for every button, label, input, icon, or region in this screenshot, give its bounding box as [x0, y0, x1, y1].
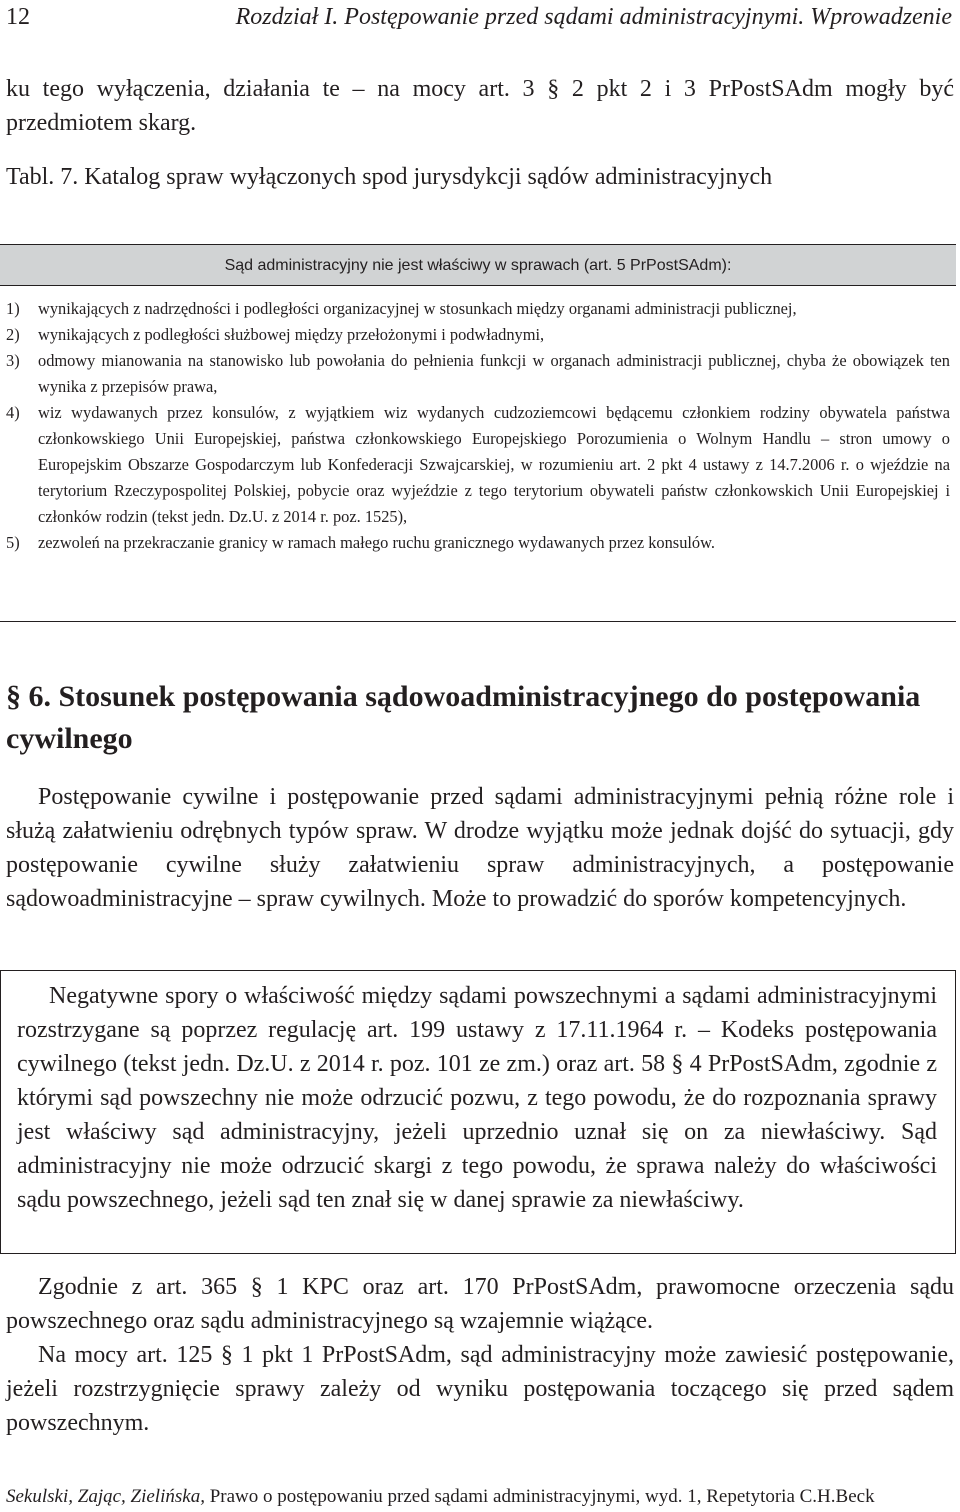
item-number: 1) — [6, 299, 20, 318]
boxed-note — [0, 970, 956, 1254]
list-item — [6, 322, 950, 348]
body-paragraph: Postępowanie cywilne i postępowanie przed sądami administracyjnymi pełnią różne role i służą załatwieniu odrębnych typów spraw. W drodze wyjątku może jednak dojść do sytuacji, gdy postępowanie cywilne służy załatwieniu spraw administracyjnych, a postępowanie sądowoadministracyjne – spraw cywilnych. Może to prowadzić do sporów kompetencyjnych. — [6, 784, 954, 912]
footer-authors: Sekulski, Zając, Zielińska, — [6, 1486, 205, 1507]
table-list — [6, 296, 950, 556]
table-bottom-rule — [0, 621, 956, 622]
item-text: wynikających z nadrzędności i podległości organizacyjnej w stosunkach między organami administracji publicznej, — [38, 299, 797, 318]
closing-paragraph: Na mocy art. 125 § 1 pkt 1 PrPostSAdm, sąd administracyjny może zawiesić postępowanie, jeżeli rozstrzygnięcie sprawy zależy od wyniku postępowania toczącego się przed sądem powszechnym. — [6, 1342, 954, 1436]
closing-text — [6, 1270, 954, 1440]
item-number: 5) — [6, 533, 20, 552]
page-number: 12 — [6, 4, 30, 30]
item-text: wiz wydawanych przez konsulów, z wyjątkiem wiz wydanych cudzoziemcowi będącemu członkiem rodziny obywatela państwa członkowskiego Unii Europejskiej, państwa członkowskiego Europejskiego Porozumienia o Wolnym Handlu – stron umowy o Europejskim Obszarze Gospodarczym lub Konfederacji Szwajcarskiej, w rozumieniu art. 2 pkt 4 ustawy z 14.7.2006 r. o wjeździe na terytorium Rzeczypospolitej Polskiej, pobycie oraz wyjeździe z tego terytorium obywateli państw członkowskich Unii Europejskiej i członków rodzin (tekst jedn. Dz.U. z 2014 r. poz. 1525), — [38, 403, 950, 526]
list-item — [6, 400, 950, 530]
closing-paragraph: Zgodnie z art. 365 § 1 KPC oraz art. 170 PrPostSAdm, prawomocne orzeczenia sądu powszechnego oraz sądu administracyjnego są wzajemnie wiążące. — [6, 1274, 954, 1334]
boxed-paragraph: Negatywne spory o właściwość między sądami powszechnymi a sądami administracyjnymi rozstrzygane są poprzez regulację art. 199 ustawy z 17.11.1964 r. – Kodeks postępowania cywilnego (tekst jedn. Dz.U. z 2014 r. poz. 101 ze zm.) oraz art. 58 § 4 PrPostSAdm, zgodnie z którymi sąd powszechny nie może odrzucić pozwu, z tego powodu, że do rozpoznania sprawy jest właściwy sąd administracyjny, jeżeli uprzednio uznał się on za niewłaściwy. Sąd administracyjny nie może odrzucić skargi z tego powodu, że sprawa należy do właściwości sądu powszechnego, jeżeli sąd ten znał się w danej sprawie za niewłaściwy. — [17, 983, 937, 1213]
intro-paragraph: ku tego wyłączenia, działania te – na mocy art. 3 § 2 pkt 2 i 3 PrPostSAdm mogły być przedmiotem skarg. — [6, 76, 954, 136]
section-heading: § 6. Stosunek postępowania sądowoadministracyjnego do postępowania cywilnego — [6, 680, 921, 755]
running-title: Rozdział I. Postępowanie przed sądami administracyjnymi. Wprowadzenie — [235, 4, 952, 30]
item-text: zezwoleń na przekraczanie granicy w ramach małego ruchu granicznego wydawanych przez konsulów. — [38, 533, 716, 552]
item-number: 2) — [6, 325, 20, 344]
footer-citation: Prawo o postępowaniu przed sądami administracyjnymi, wyd. 1, Repetytoria C.H.Beck — [204, 1486, 875, 1507]
item-number: 4) — [6, 403, 20, 422]
list-item — [6, 296, 950, 322]
list-item — [6, 348, 950, 400]
item-text: wynikających z podległości służbowej między przełożonymi i podwładnymi, — [38, 325, 545, 344]
table-title: Tabl. 7. Katalog spraw wyłączonych spod jurysdykcji sądów administracyjnych — [6, 164, 773, 190]
page-header — [6, 0, 956, 34]
item-text: odmowy mianowania na stanowisko lub powołania do pełnienia funkcji w organach administracji publicznej, chyba że obowiązek ten wynika z przepisów prawa, — [38, 351, 950, 396]
exclusions-table — [0, 244, 958, 622]
item-number: 3) — [6, 351, 20, 370]
page-footer — [6, 1484, 956, 1510]
list-item — [6, 530, 950, 556]
table-heading: Sąd administracyjny nie jest właściwy w sprawach (art. 5 PrPostSAdm): — [0, 244, 956, 286]
